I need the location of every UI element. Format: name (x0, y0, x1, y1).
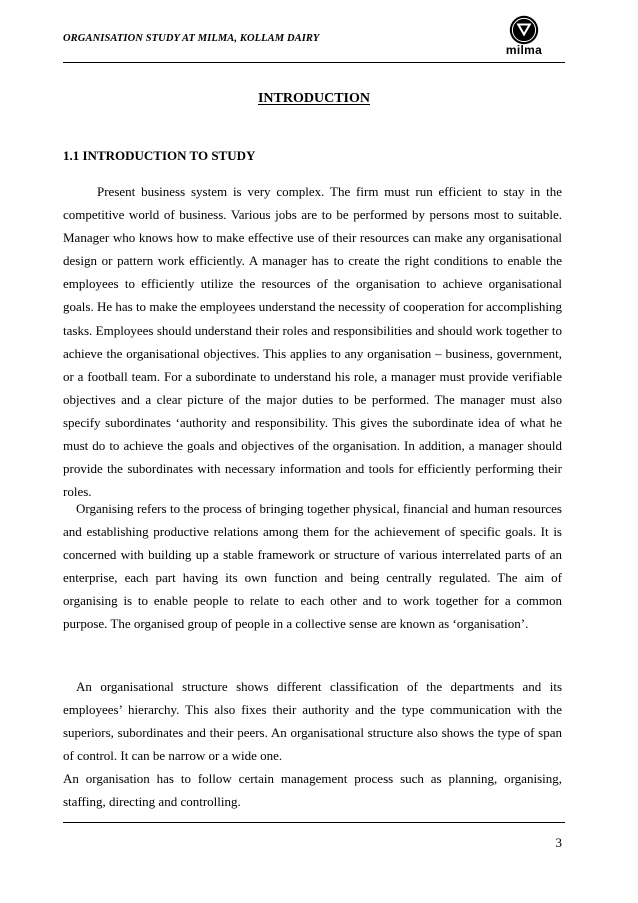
header-divider (63, 62, 565, 63)
paragraph-4: An organisation has to follow certain management process such as planning, organising, staffing, directing and controlling. (63, 771, 562, 810)
paragraph-3: An organisational structure shows different classification of the departments and its employees’ hierarchy. This also fixes their authority and the type communication with the superiors, subordinates and their peers. An organisational structure also shows the type of span of control. It can be narrow or a wide one. (63, 679, 562, 764)
paragraph-2: Organising refers to the process of bringing together physical, financial and human resources and establishing productive relations among them for the achievement of specific goals. It is concerned with building up a stable framework or structure of various interrelated parts of an enterprise, each part having its own function and being centrally regulated. The aim of organising is to enable people to relate to each other and to work together for a common purpose. The organised group of people in a collective sense are known as ‘organisation’. (63, 501, 562, 632)
running-header-title: ORGANISATION STUDY AT MILMA, KOLLAM DAIRY (63, 33, 320, 44)
page-number: 3 (555, 835, 562, 850)
paragraph-1: Present business system is very complex. The firm must run efficient to stay in the competitive world of business. Various jobs are to be performed by persons most to suitable. Manager who knows how to make effective use of their resources can make any organisational design or pattern work efficiently. A manager has to create the right conditions to enable the employees to efficiently utilize the resources of the organisation to achieve organisational goals. He has to make the employees understand the necessity of cooperation for accomplishing tasks. Employees should understand their roles and responsibilities and should work together to achieve the organisational objectives. This applies to any organisation – business, government, or a football team. For a subordinate to understand his role, a manager must provide verifiable objectives and a clear picture of the major duties to be performed. The manager must also specify subordinates ‘authority and responsibility. This gives the subordinate idea of what he must do to achieve the goals and objectives of the organisation. In addition, a manager should provide the subordinates with necessary information and tools for efficiently performing their roles. (63, 184, 562, 500)
page-title-text: INTRODUCTION (257, 91, 370, 106)
page-title (63, 91, 565, 107)
section-heading: 1.1 INTRODUCTION TO STUDY (63, 148, 256, 163)
footer-divider (63, 822, 565, 823)
milma-logo (500, 15, 548, 61)
milma-logo-text: milma (505, 43, 543, 57)
milma-logo-icon (509, 15, 539, 45)
